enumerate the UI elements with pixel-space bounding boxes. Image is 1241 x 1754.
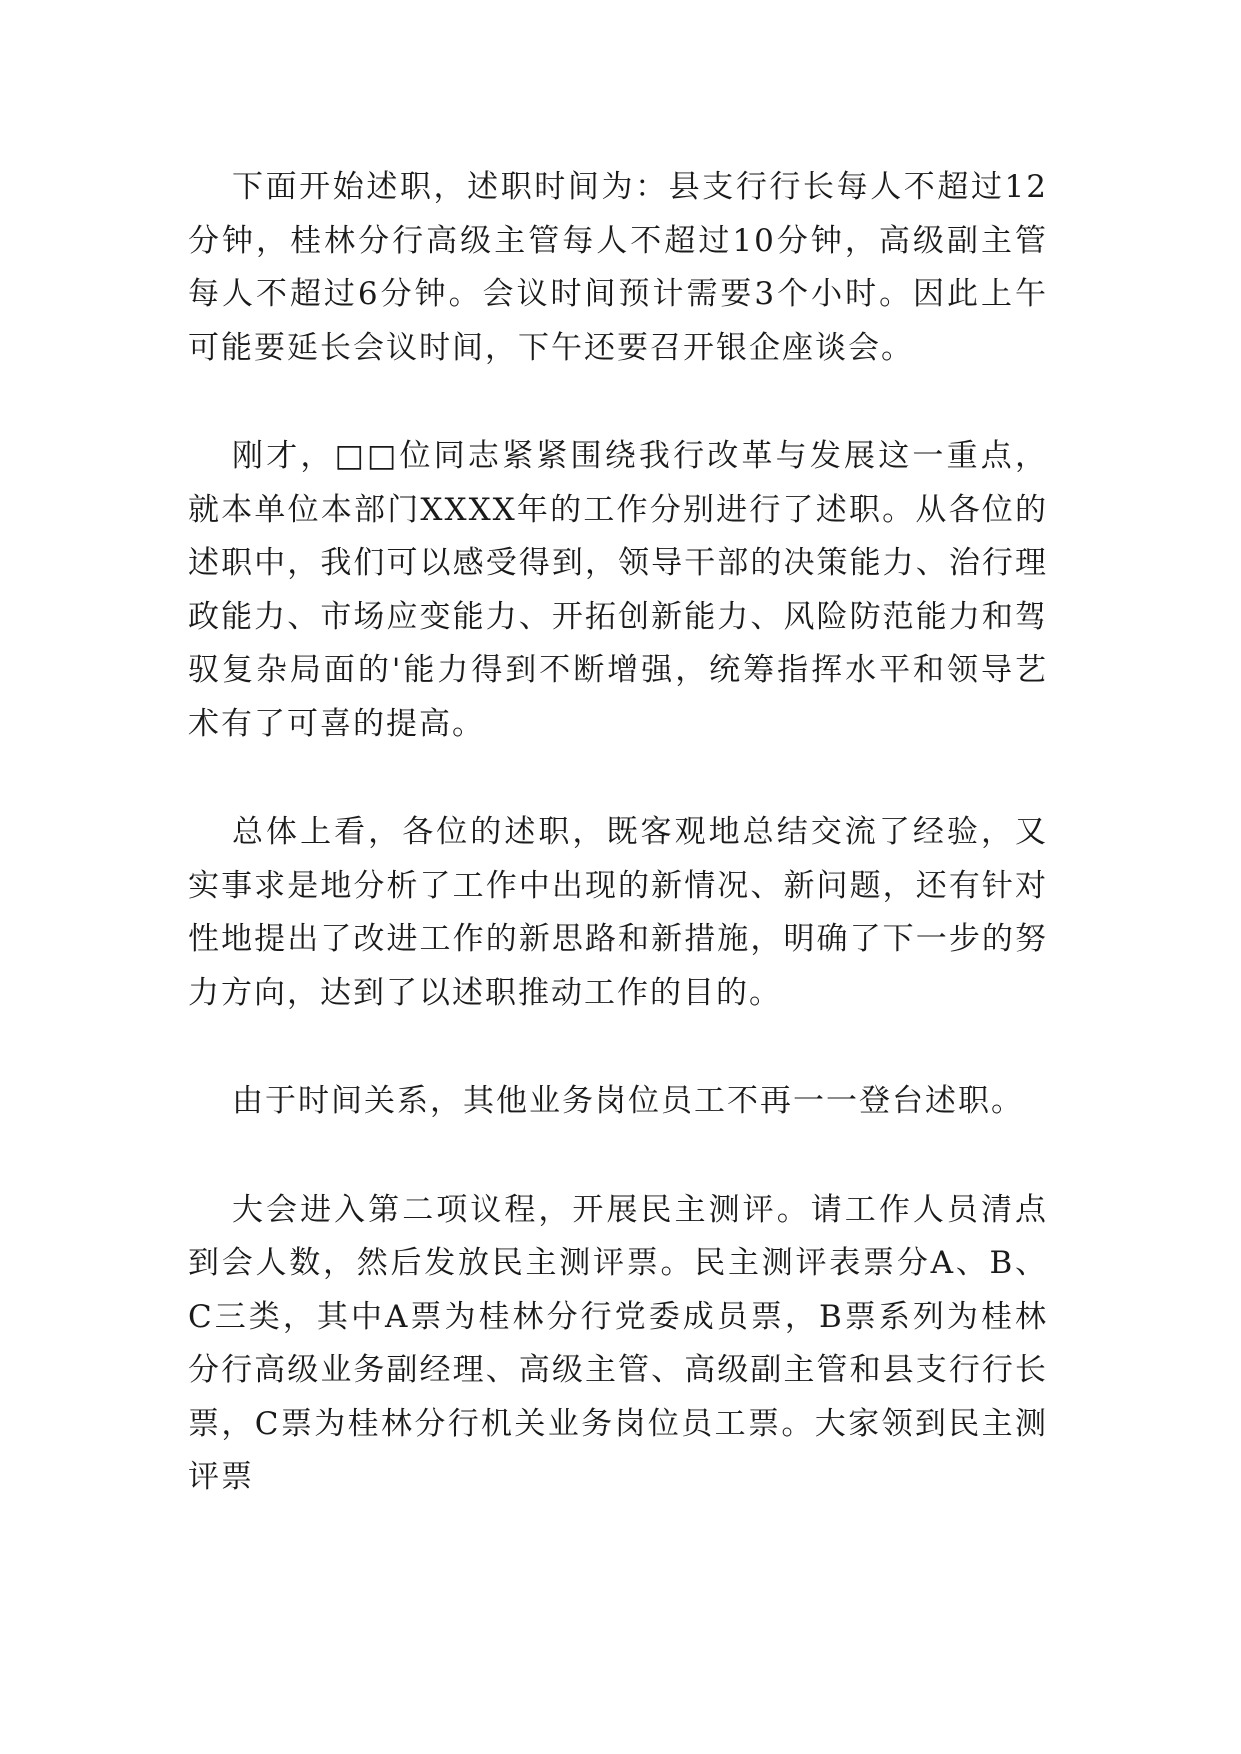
paragraph-time-constraint: 由于时间关系，其他业务岗位员工不再一一登台述职。: [232, 1083, 1024, 1119]
document-body: [188, 161, 1048, 1560]
paragraph-democratic-evaluation: 大会进入第二项议程，开展民主测评。请工作人员清点到会人数，然后发放民主测评票。民主测评表票分A、B、C三类，其中A票为桂林分行党委成员票，B票系列为桂林分行高级业务副经理、高级主管、高级副主管和县支行行长票，C票为桂林分行机关业务岗位员工票。大家领到民主测评票: [188, 1191, 1048, 1495]
paragraph-overall-evaluation: 总体上看，各位的述职，既客观地总结交流了经验，又实事求是地分析了工作中出现的新情况、新问题，还有针对性地提出了改进工作的新思路和新措施，明确了下一步的努力方向，达到了以述职推动工作的目的。: [188, 814, 1048, 1011]
paragraph-speech-schedule: 下面开始述职，述职时间为：县支行行长每人不超过12分钟，桂林分行高级主管每人不超过10分钟，高级副主管每人不超过6分钟。会议时间预计需要3个小时。因此上午可能要延长会议时间，下午还要召开银企座谈会。: [188, 169, 1048, 366]
paragraph-speech-summary: 刚才，□□位同志紧紧围绕我行改革与发展这一重点，就本单位本部门XXXX年的工作分别进行了述职。从各位的述职中，我们可以感受得到，领导干部的决策能力、治行理政能力、市场应变能力、开拓创新能力、风险防范能力和驾驭复杂局面的'能力得到不断增强，统筹指挥水平和领导艺术有了可喜的提高。: [188, 438, 1048, 742]
